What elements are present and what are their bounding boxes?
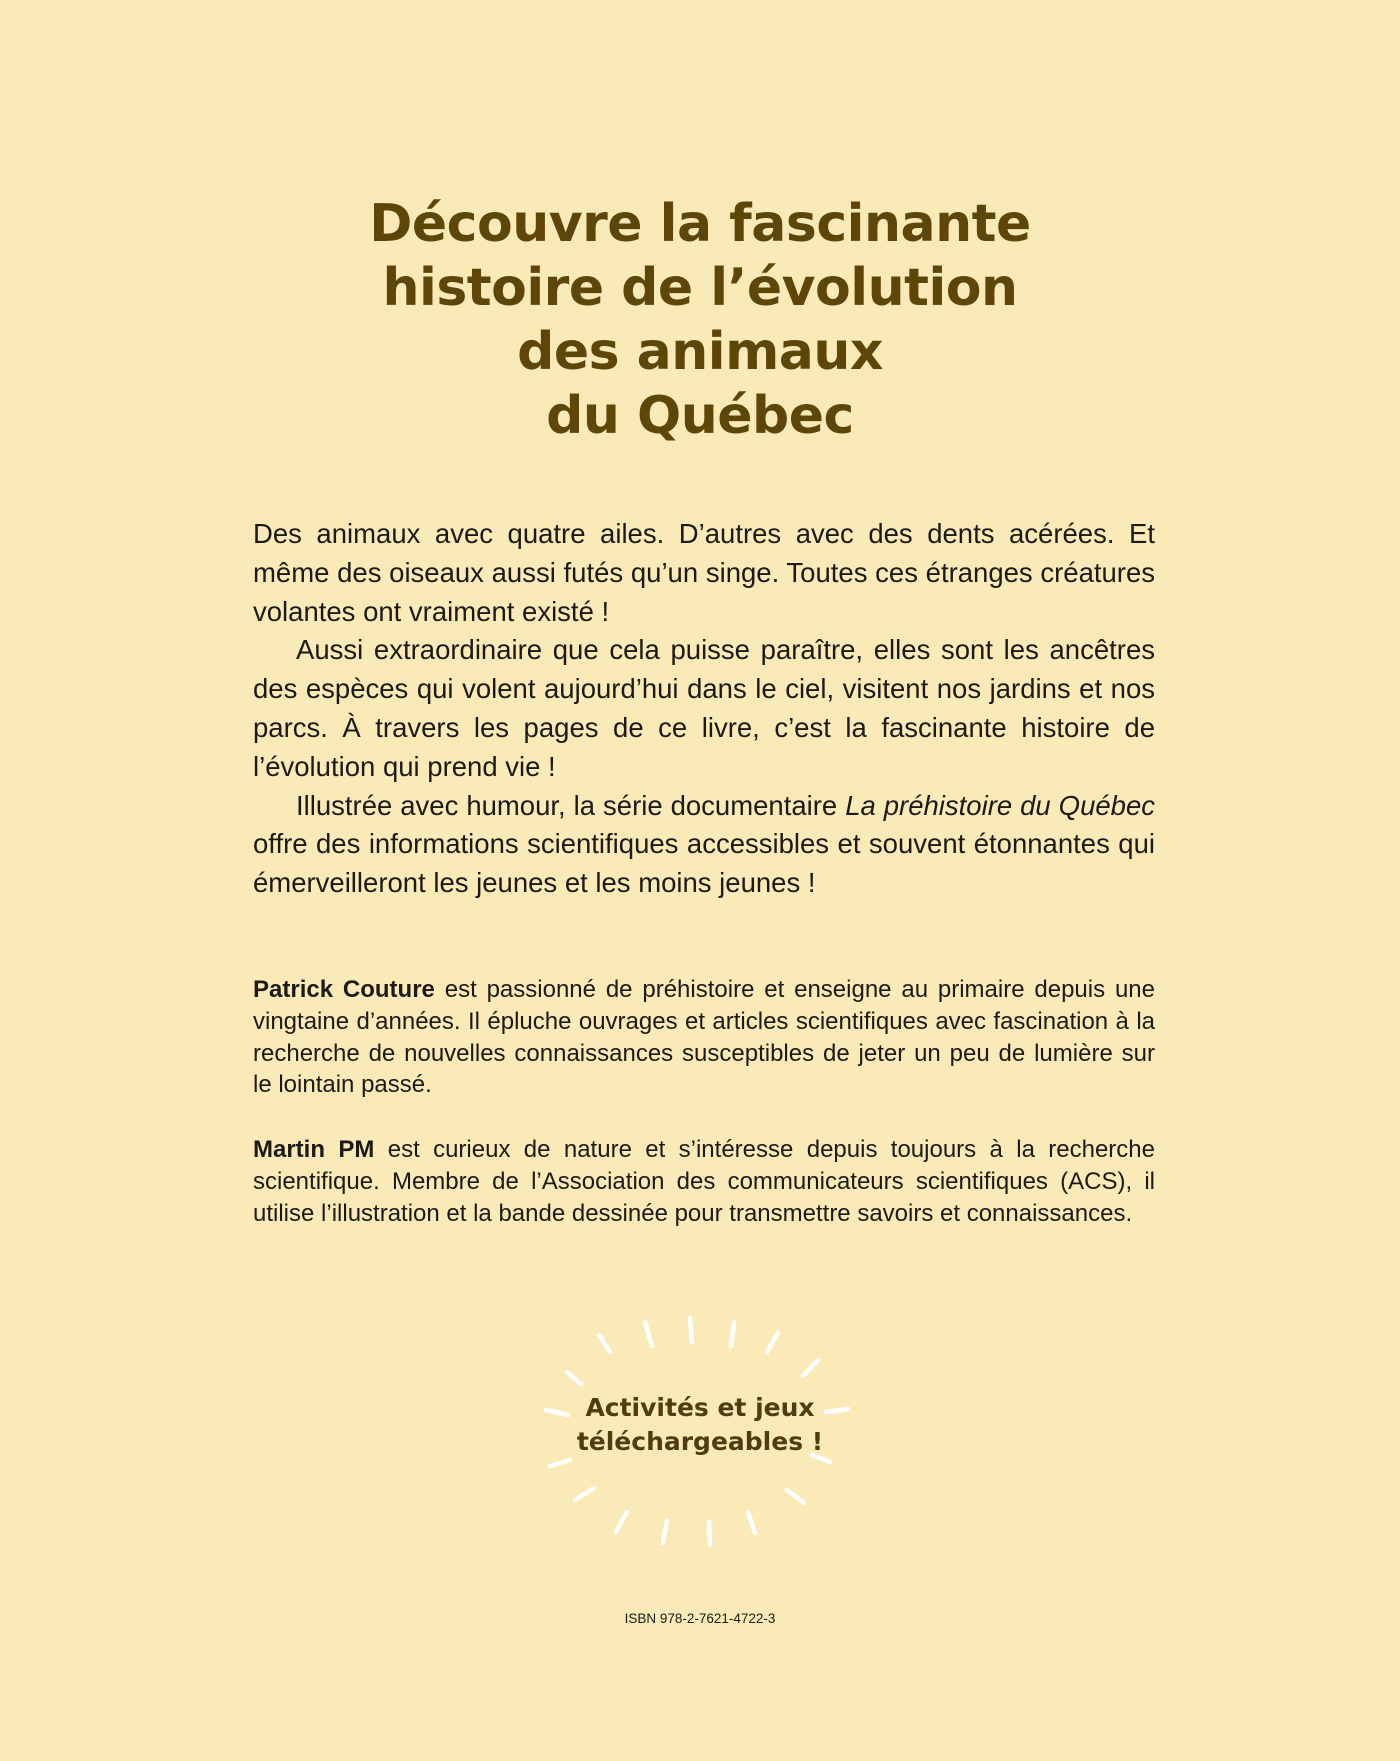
downloadable-activities-badge — [570, 1391, 830, 1459]
series-title: La préhistoire du Québec — [845, 789, 1155, 821]
ray — [550, 1460, 570, 1466]
illustrator-bio — [253, 1134, 1155, 1229]
headline-line: des animaux — [517, 322, 883, 382]
ray — [645, 1322, 652, 1346]
blurb-text: offre des informations scientifiques accessibles et souvent étonnantes qui émerveilleront les jeunes et les moins jeunes ! — [253, 828, 1155, 899]
blurb-paragraph-3 — [253, 787, 1155, 903]
headline-line: histoire de l’évolution — [382, 258, 1018, 318]
author-bio — [253, 974, 1155, 1101]
blurb — [253, 515, 1155, 903]
headline-line: du Québec — [546, 386, 854, 446]
author-bio-text: est passionné de préhistoire et enseigne au primaire depuis une vingtaine d’années. Il épluche ouvrages et articles scientifiques avec fascination à la recherche de nouvelles connaissances susceptibles de jeter un peu de lumière sur le lointain passé. — [253, 976, 1155, 1099]
blurb-paragraph-1: Des animaux avec quatre ailes. D’autres avec des dents acérées. Et même des oiseaux aussi futés qu’un singe. Toutes ces étranges créatures volantes ont vraiment existé ! — [253, 518, 1155, 627]
ray — [575, 1488, 594, 1500]
author-name: Patrick Couture — [253, 976, 435, 1003]
ray — [663, 1520, 667, 1543]
ray — [803, 1360, 818, 1376]
blurb-text: Illustrée avec humour, la série documentaire — [296, 789, 846, 821]
badge-line: Activités et jeux — [585, 1393, 815, 1422]
ray — [616, 1512, 627, 1532]
headline-line: Découvre la fascinante — [369, 194, 1031, 254]
ray — [787, 1490, 804, 1503]
blurb-paragraph-2: Aussi extraordinaire que cela puisse paraître, elles sont les ancêtres des espèces qui volent aujourd’hui dans le ciel, visitent nos jardins et nos parcs. À travers les pages de ce livre, c’est la fascinante histoire de l’évolution qui prend vie ! — [253, 634, 1155, 782]
ray — [731, 1322, 734, 1346]
headline — [0, 192, 1400, 448]
ray — [748, 1512, 755, 1533]
ray — [767, 1333, 778, 1352]
ray — [690, 1318, 692, 1342]
badge-line: téléchargeables ! — [576, 1427, 824, 1456]
illustrator-name: Martin PM — [253, 1136, 375, 1163]
isbn: ISBN 978-2-7621-4722-3 — [624, 1611, 776, 1626]
illustrator-bio-text: est curieux de nature et s’intéresse depuis toujours à la recherche scientifique. Membre de l’Association des communicateurs scientifiques (ACS), il utilise l’illustration et la bande dessinée pour transmettre savoirs et connaissances. — [253, 1136, 1155, 1227]
ray — [567, 1372, 581, 1384]
ray — [709, 1522, 710, 1545]
ray — [599, 1335, 610, 1352]
ray — [546, 1410, 568, 1415]
